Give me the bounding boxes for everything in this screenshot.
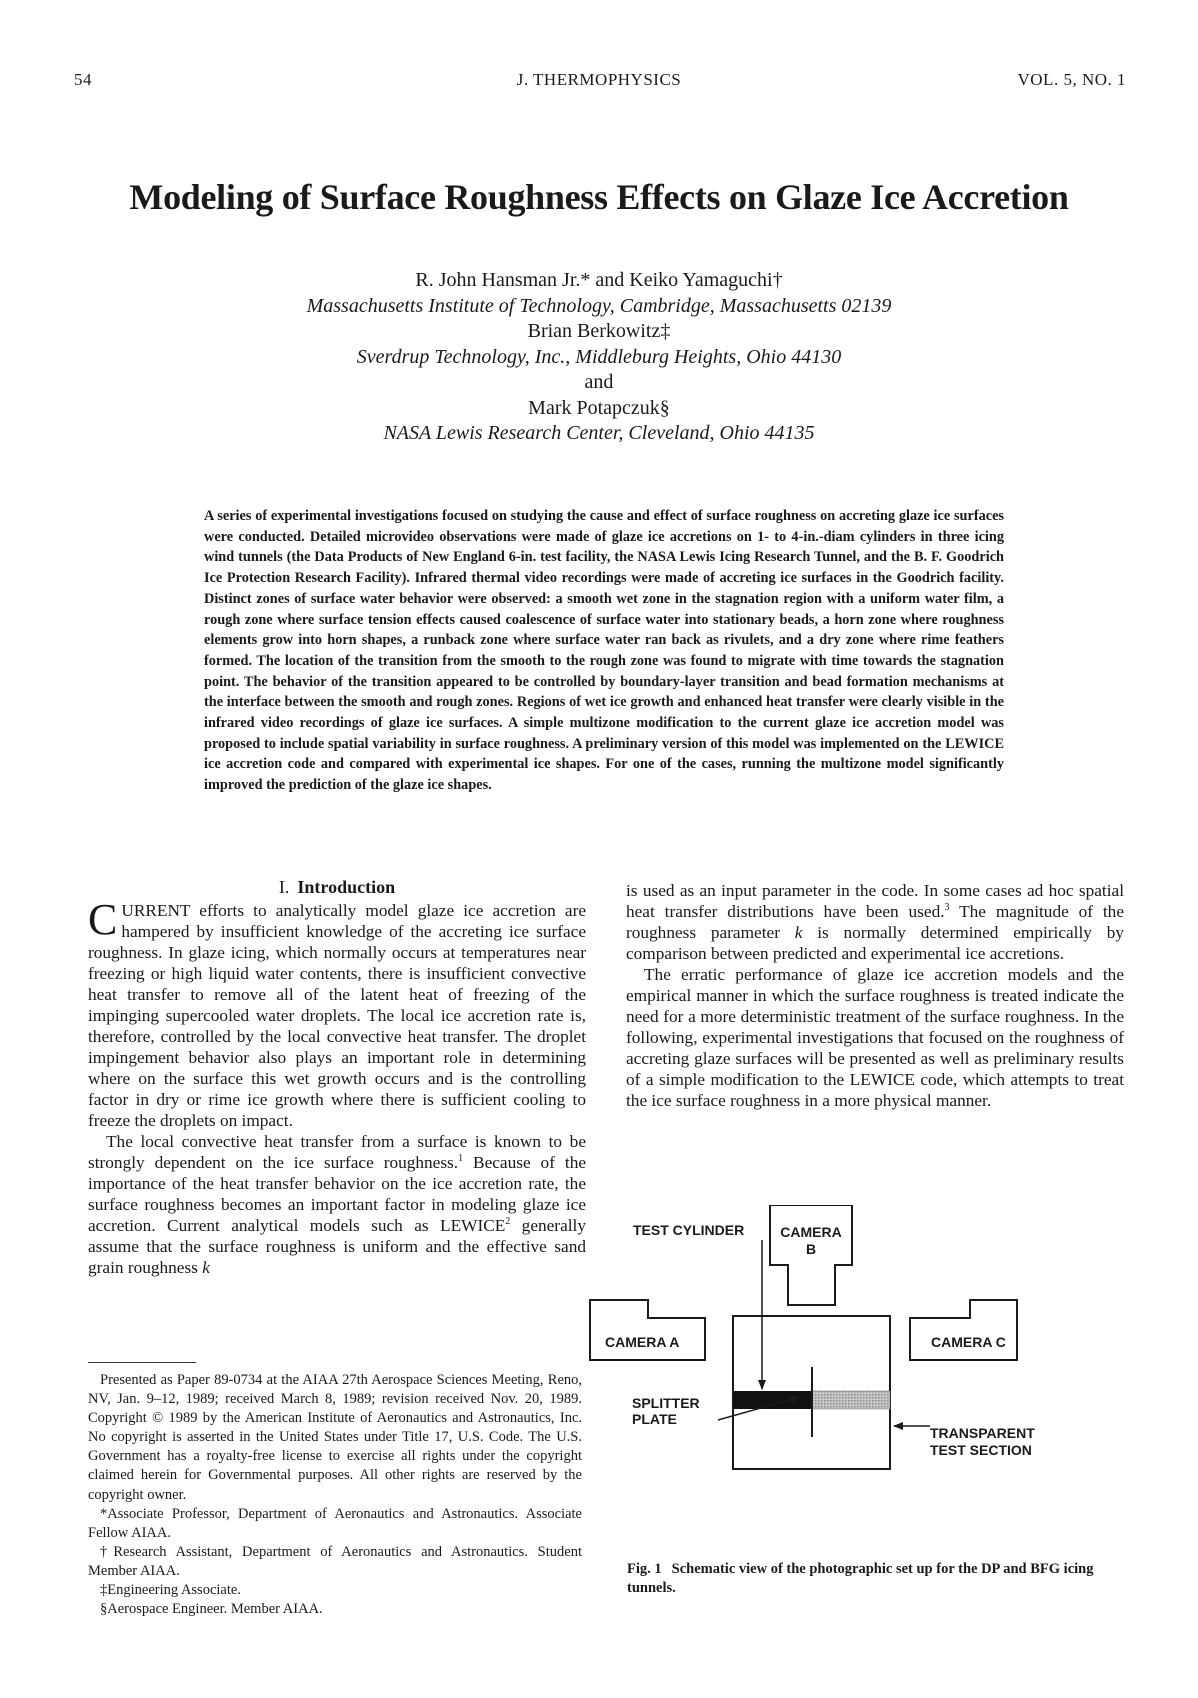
test-cylinder-label: TEST CYLINDER	[633, 1222, 745, 1238]
footnote-author-3: ‡Engineering Associate.	[100, 1582, 241, 1599]
section-number: I.	[278, 877, 290, 897]
test-cylinder-light	[812, 1391, 890, 1409]
camera-b-label-1: CAMERA	[780, 1224, 842, 1240]
test-cylinder-dark	[733, 1391, 812, 1409]
camera-c-label: CAMERA C	[931, 1334, 1006, 1350]
volume-info: VOL. 5, NO. 1	[1017, 70, 1126, 89]
footnote-author-1: *Associate Professor, Department of Aeronautics and Astronautics. Associate Fellow AIAA.	[88, 1505, 582, 1541]
splitter-label-2: PLATE	[632, 1411, 677, 1427]
affiliation-3: NASA Lewis Research Center, Cleveland, Ohio 44135	[383, 422, 815, 444]
camera-b-label-2: B	[805, 1241, 817, 1257]
figure-label: Fig. 1	[627, 1561, 662, 1577]
author-block	[0, 268, 1198, 447]
footnote-author-4: §Aerospace Engineer. Member AIAA.	[100, 1601, 323, 1618]
section-heading	[88, 877, 586, 898]
footnote-rule	[88, 1362, 196, 1363]
figure-caption-text: Schematic view of the photographic set up for the DP and BFG icing tunnels.	[627, 1561, 1094, 1596]
affiliation-1: Massachusetts Institute of Technology, Cambridge, Massachusetts 02139	[306, 294, 892, 317]
figure-caption	[627, 1560, 1127, 1598]
author-and: and	[584, 371, 614, 393]
camera-c-body-shape	[910, 1300, 1017, 1360]
author-line-3: Mark Potapczuk§	[528, 396, 670, 419]
camera-a-body-shape	[590, 1300, 705, 1360]
side-cameras	[585, 1290, 1105, 1380]
drop-cap: C	[88, 895, 118, 944]
reference-2: 2	[505, 1216, 511, 1228]
right-column	[626, 880, 1124, 1111]
camera-c-frame	[914, 1380, 924, 1398]
footnote-author-2: †Research Assistant, Department of Aeronautics and Astronautics. Student Member AIAA.	[88, 1543, 582, 1579]
intro-paragraph-1: CURRENT efforts to analytically model glaze ice accretion are hampered by insufficient knowledge of the accreting ice surface roughness. In glaze icing, which normally occurs at temperatures near freezing or high liquid water contents, there is insufficient convective heat transfer to remove all of the latent heat of freezing of the impinging supercooled water droplets. The local ice accretion rate is, therefore, controlled by the local convective heat transfer. The droplet impingement behavior also plays an important role in determining where on the surface this wet growth occurs and is the controlling factor in dry or rime ice growth where there is sufficient cooling to freeze the droplets on impact.	[88, 895, 586, 1130]
transparent-label-1: TRANSPARENT	[930, 1425, 1035, 1441]
affiliation-2: Sverdrup Technology, Inc., Middleburg Heights, Ohio 44130	[356, 345, 842, 368]
footnotes	[88, 1362, 582, 1619]
left-column	[88, 895, 587, 1278]
paper-title: Modeling of Surface Roughness Effects on Glaze Ice Accretion	[129, 177, 1069, 217]
figure-1-diagram	[620, 1205, 1140, 1560]
author-line-2: Brian Berkowitz‡	[527, 320, 671, 342]
camera-a-label: CAMERA A	[605, 1334, 680, 1350]
section-title: Introduction	[297, 877, 396, 897]
author-line-1: R. John Hansman Jr.* and Keiko Yamaguchi†	[415, 269, 783, 291]
reference-1: 1	[458, 1153, 464, 1165]
intro-paragraph-4: The erratic performance of glaze ice accretion models and the empirical manner in which the surface roughness is treated indicate the need for a more deterministic treatment of the surface roughness. In the following, experimental investigations that focused on the roughness of accreting glaze surfaces will be presented as well as preliminary results of a simple modification to the LEWICE code, which attempts to treat the ice surface roughness in a more physical manner.	[626, 965, 1124, 1110]
splitter-label-1: SPLITTER	[632, 1395, 700, 1411]
intro-paragraph-2: The local convective heat transfer from a surface is known to be strongly dependent on the ice surface roughness.$^1$ Because of the importance of the heat transfer behavior on the ice accretion rate, the surface roughness becomes an important factor in modeling glaze ice accretion. Current analytical models such as LEWICE$^2$ generally assume that the surface roughness is uniform and the effective sand grain roughness k	[88, 1132, 587, 1277]
journal-name: J. THERMOPHYSICS	[516, 70, 682, 89]
abstract: A series of experimental investigations focused on studying the cause and effect of surface roughness on accreting glaze ice surfaces were conducted. Detailed microvideo observations were made of glaze ice accretions on 1- to 4-in.-diam cylinders in three icing wind tunnels (the Data Products of New England 6-in. test facility, the NASA Lewis Icing Research Tunnel, and the B. F. Goodrich Ice Protection Research Facility). Infrared thermal video recordings were made of accreting ice surfaces in the Goodrich facility. Distinct zones of surface water behavior were observed: a smooth wet zone in the stagnation region with a uniform water film, a rough zone where surface tension effects caused coalescence of surface water into stationary beads, a horn zone where roughness elements grow into horn shapes, a runback zone where surface water ran back as rivulets, and a dry zone where rime feathers formed. The location of the transition from the smooth to the rough zone was found to migrate with time towards the stagnation point. The behavior of the transition appeared to be controlled by boundary-layer transition and bead formation mechanisms at the interface between the smooth and rough zones. Regions of wet ice growth and enhanced heat transfer were clearly visible in the infrared video recordings of glaze ice surfaces. A simple multizone modification to the current glaze ice accretion model was proposed to include spatial variability in surface roughness. A preliminary version of this model was implemented on the LEWICE ice accretion code and compared with experimental ice shapes. For one of the cases, running the multizone model significantly improved the prediction of the glaze ice shapes.	[204, 508, 1004, 794]
intro-paragraph-3: is used as an input parameter in the code. In some cases ad hoc spatial heat transfer distributions have been used.$^3$ The magnitude of the roughness parameter k is normally determined empirically by comparison between predicted and experimental ice accretions.	[626, 881, 1125, 963]
reference-3: 3	[944, 902, 950, 914]
camera-a-outline-shape	[590, 1295, 710, 1360]
footnote-presented: Presented as Paper 89-0734 at the AIAA 27th Aerospace Sciences Meeting, Reno, NV, Jan. 9–12, 1989; received March 8, 1989; revision received Nov. 20, 1989. Copyright © 1989 by the American Institute of Aeronautics and Astronautics, Inc. No copyright is asserted in the United States under Title 17, U.S. Code. The U.S. Government has a royalty-free license to exercise all rights under the copyright claimed herein for Governmental purposes. All other rights are reserved by the copyright owner.	[88, 1372, 582, 1503]
transparent-label-2: TEST SECTION	[930, 1442, 1032, 1458]
page-number: 54	[74, 70, 92, 89]
